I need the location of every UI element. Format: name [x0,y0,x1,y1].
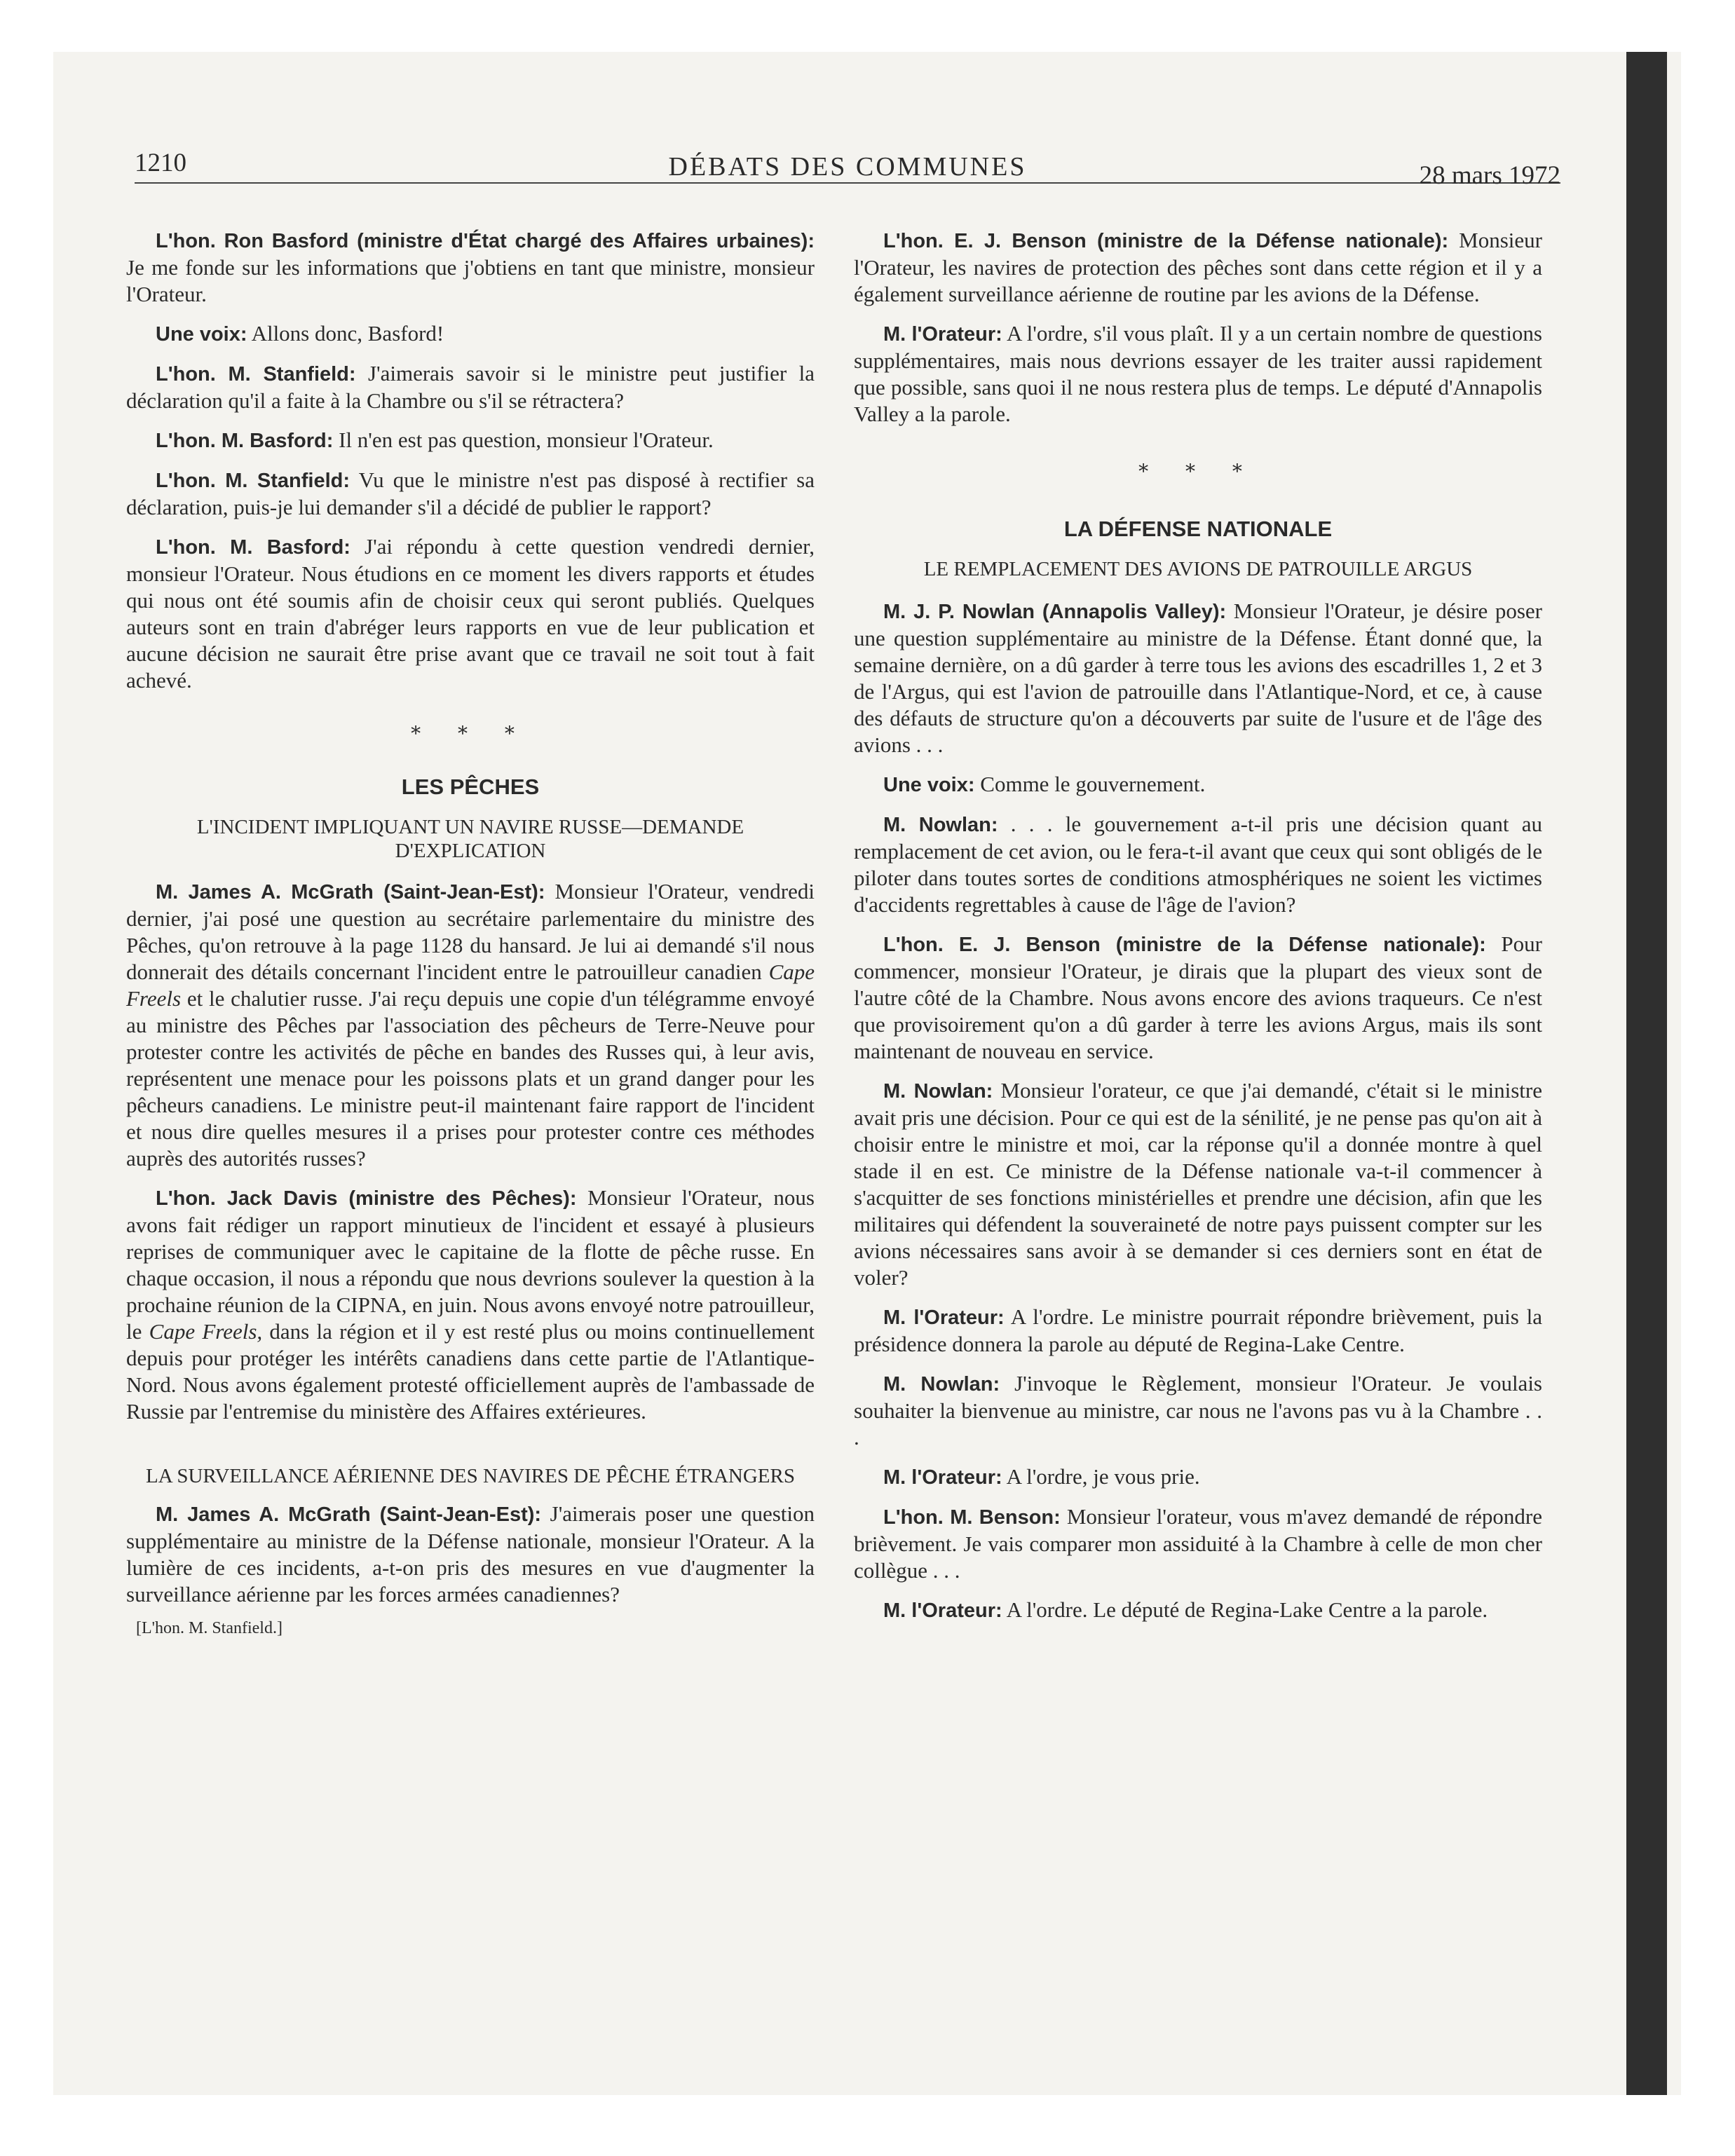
speaker-name: L'hon. M. Stanfield: [156,470,351,492]
speech-text: A l'ordre. Le député de Regina-Lake Centre a la parole. [1002,1597,1488,1622]
section-subheading: LE REMPLACEMENT DES AVIONS DE PATROUILLE ARGUS [923,558,1473,580]
speech-text: A l'ordre. Le ministre pourrait répondre brièvement, puis la présidence donnera la parole au député de Regina-Lake Centre. [854,1304,1542,1356]
speech-paragraph [854,771,1542,798]
speech-text: Allons donc, Basford! [247,321,444,346]
section-subheading: LA SURVEILLANCE AÉRIENNE DES NAVIRES DE PÊCHE ÉTRANGERS [146,1465,795,1487]
speaker-name: M. Nowlan: [883,1080,993,1103]
speech-paragraph [126,320,815,348]
ship-name: Cape Freels, [149,1319,263,1344]
speech-paragraph [126,878,815,1172]
speech-paragraph [854,598,1542,758]
speaker-name: Une voix: [156,323,247,346]
speaker-name: L'hon. M. Basford: [156,536,351,559]
speech-paragraph [854,1597,1542,1624]
speech-paragraph [854,1077,1542,1291]
speech-text: J'aimerais poser une question supplémentaire au ministre de la Défense nationale, monsieur l'Orateur. A la lumière de ces incidents, a-t-on pris des mesures en vue d'augmenter la surveillance aérienne par les forces armées canadiennes? [126,1501,815,1606]
speech-paragraph [854,1464,1542,1491]
speaker-name: M. Nowlan: [883,1373,1000,1396]
speaker-name: L'hon. E. J. Benson (ministre de la Défense nationale): [883,934,1486,956]
page-date: 28 mars 1972 [1419,161,1560,190]
speaker-name: M. James A. McGrath (Saint-Jean-Est): [156,1503,542,1526]
speaker-name: M. J. P. Nowlan (Annapolis Valley): [883,601,1227,623]
section-heading: LES PÊCHES [401,775,540,799]
speech-text: dans la région et il y est resté plus ou moins continuellement depuis pour protéger les intérêts canadiens dans cette partie de l'Atlantique-Nord. Nous avons également protesté officiellement auprès de l'ambassade de Russie par l'entremise du ministère des Affaires extérieures. [126,1319,815,1424]
scan-edge-shadow [1626,52,1667,2095]
speaker-name: M. Nowlan: [883,814,998,836]
ship-name: Cape Freels [126,960,815,1011]
speech-text: Pour commencer, monsieur l'Orateur, je dirais que la plupart des vieux sont de l'autre côté de la Chambre. Nous avons encore des avions traqueurs. Ce n'est que provisoirement qu'on a dû garder à terre les avions Argus, mais ils sont maintenant de nouveau en service. [854,932,1542,1063]
speaker-name: Une voix: [883,774,975,796]
page-number: 1210 [135,149,186,177]
speech-text: A l'ordre, s'il vous plaît. Il y a un certain nombre de questions supplémentaires, mais nous devrions essayer de les traiter aussi rapidement que possible, sans quoi il ne nous restera plus de temps. Le député d'Annapolis Valley a la parole. [854,321,1542,426]
speech-text: J'aimerais savoir si le ministre peut justifier la déclaration qu'il a faite à la Chambre ou s'il se rétractera? [126,361,815,413]
speaker-name: M. l'Orateur: [883,323,1002,346]
left-column [126,227,815,1638]
section-heading: LA DÉFENSE NATIONALE [1063,517,1333,541]
speech-text: Vu que le ministre n'est pas disposé à rectifier sa déclaration, puis-je lui demander s'il a décidé de publier le rapport? [126,468,815,519]
speech-text: Il n'en est pas question, monsieur l'Orateur. [333,428,714,452]
page-header [135,140,1560,190]
speech-text: Je me fonde sur les informations que j'obtiens en tant que ministre, monsieur l'Orateur. [126,255,815,306]
speaker-name: L'hon. M. Basford: [156,430,334,452]
running-title: DÉBATS DES COMMUNES [668,152,1027,182]
speech-paragraph [854,931,1542,1065]
speech-paragraph [126,1501,815,1608]
speaker-name: L'hon. M. Stanfield: [156,363,356,386]
speech-paragraph [854,1370,1542,1451]
speech-text: J'ai répondu à cette question vendredi dernier, monsieur l'Orateur. Nous étudions en ce moment les divers rapports et études qui nous ont été soumis afin de choisir ceux qui seront publiés. Quelques auteurs sont en train d'abréger leurs rapports en vue de leur publication et aucune décision ne saurait être prise avant que ce travail ne soit tout à fait achevé. [126,534,815,692]
speech-text: Monsieur l'Orateur, je désire poser une question supplémentaire au ministre de la Défense. Étant donné que, la semaine dernière, on a dû garder à terre tous les avions des escadrilles 1, 2 et 3 de l'Argus, qui est l'avion de patrouille dans l'Atlantique-Nord, et ce, à cause des défauts de structure qu'on a découverts par suite de l'usure et de l'âge des avions . . . [854,599,1542,757]
speech-paragraph [854,320,1542,428]
speaker-name: M. l'Orateur: [883,1306,1005,1329]
speech-text: . . . le gouvernement a-t-il pris une décision quant au remplacement de cet avion, ou le fera-t-il avant que ceux qui sont obligés de le piloter dans toutes sortes de conditions atmosphériques ne soient les victimes d'accidents regrettables à cause de l'âge de l'avion? [854,812,1542,917]
speech-text: Monsieur l'orateur, vous m'avez demandé de répondre brièvement. Je vais comparer mon assiduité à la Chambre à celle de mon cher collègue . . . [854,1504,1542,1583]
speech-text: A l'ordre, je vous prie. [1002,1464,1200,1489]
speaker-name: L'hon. Jack Davis (ministre des Pêches): [156,1187,577,1210]
speech-paragraph [126,533,815,694]
speaker-name: M. James A. McGrath (Saint-Jean-Est): [156,881,545,903]
speech-text: J'invoque le Règlement, monsieur l'Orateur. Je voulais souhaiter la bienvenue au ministre, car nous ne l'avons pas vu à la Chambre . . . [854,1371,1542,1449]
speech-text: Comme le gouvernement. [974,772,1206,796]
speech-paragraph [854,227,1542,308]
speech-paragraph [126,360,815,414]
speaker-name: L'hon. M. Benson: [883,1506,1061,1529]
speaker-name: L'hon. E. J. Benson (ministre de la Défense nationale): [883,230,1449,252]
speech-paragraph [126,427,815,454]
section-subheading: L'INCIDENT IMPLIQUANT UN NAVIRE RUSSE—DEMANDE D'EXPLICATION [196,816,744,862]
speech-paragraph [854,811,1542,918]
speech-paragraph [126,467,815,521]
footnote: [L'hon. M. Stanfield.] [136,1619,283,1637]
speaker-name: L'hon. Ron Basford (ministre d'État chargé des Affaires urbaines): [156,230,815,252]
speech-text: Monsieur l'Orateur, vendredi dernier, j'ai posé une question au secrétaire parlementaire du ministre des Pêches, qu'on retrouve à la page 1128 du hansard. Je lui ai demandé s'il nous donnerait des détails concernant l'incident entre le patrouilleur canadien [126,879,815,984]
section-separator: * * * [1138,460,1258,483]
speaker-name: M. l'Orateur: [883,1599,1002,1622]
speech-paragraph [854,1503,1542,1584]
speech-paragraph [126,1185,815,1425]
right-column [854,227,1542,1624]
speech-paragraph [126,227,815,308]
speech-paragraph [854,1304,1542,1358]
speech-text: Monsieur l'Orateur, les navires de protection des pêches sont dans cette région et il y a également surveillance aérienne de routine par les avions de la Défense. [854,228,1542,306]
speech-text: et le chalutier russe. J'ai reçu depuis une copie d'un télégramme envoyé au ministre des Pêches par l'association des pêcheurs de Terre-Neuve pour protester contre les activités de pêche en bandes des Russes qui, à leur avis, représentent une menace pour les poissons plats et un grand danger pour les pêcheurs canadiens. Le ministre peut-il maintenant faire rapport de l'incident et nous dire quelles mesures il a prises pour protester contre ces méthodes auprès des autorités russes? [126,986,815,1171]
section-separator: * * * [411,722,530,745]
speech-text: Monsieur l'Orateur, nous avons fait rédiger un rapport minutieux de l'incident et essayé à plusieurs reprises de communiquer avec le capitaine de la flotte de pêche russe. En chaque occasion, il nous a répondu que nous devrions soulever la question à la prochaine réunion de la CIPNA, en juin. Nous avons envoyé notre patrouilleur, le [126,1185,815,1344]
speech-text: Monsieur l'orateur, ce que j'ai demandé, c'était si le ministre avait pris une décision. Pour ce qui est de la sénilité, je ne pense pas qu'on ait à choisir entre le ministre et moi, car la réponse qu'il a donnée montre à quel stade il en est. Ce ministre de la Défense nationale va-t-il commencer à s'acquitter de ses fonctions ministérielles et prendre une décision, afin que les militaires qui défendent la souveraineté de notre pays puissent compter sur les avions nécessaires sans avoir à se demander si ces derniers sont en état de voler? [854,1078,1542,1290]
speaker-name: M. l'Orateur: [883,1466,1002,1489]
